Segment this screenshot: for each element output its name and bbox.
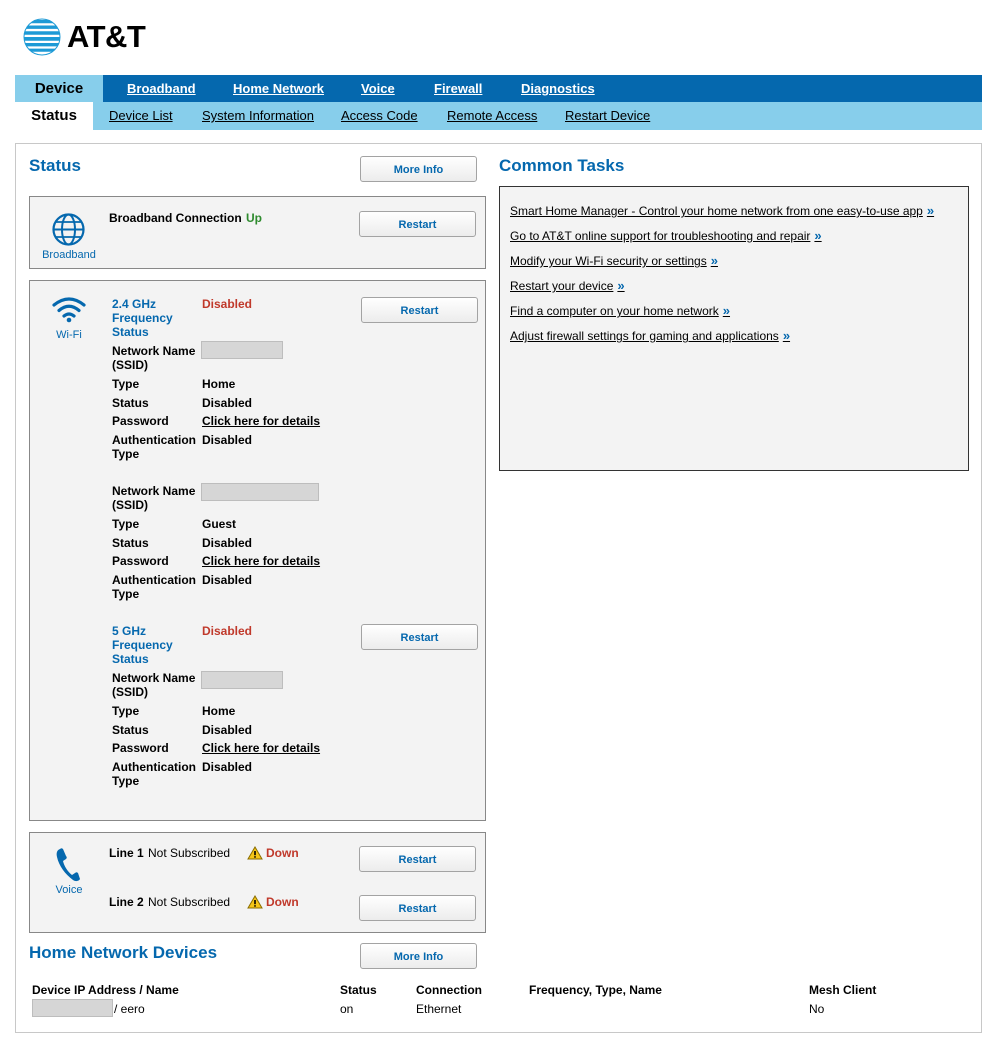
band24-home-status-value: Disabled — [202, 396, 253, 410]
band5-ssid-redacted — [201, 671, 283, 689]
band24-home-status-label: Status — [112, 396, 149, 410]
broadband-icon-label: Broadband — [42, 249, 96, 261]
task-label: Adjust firewall settings for gaming and applications — [510, 329, 779, 343]
att-logo — [23, 18, 145, 56]
band24-guest-auth-value: Disabled — [202, 573, 253, 587]
nav-tab-firewall[interactable]: Firewall — [434, 81, 483, 96]
status-title: Status — [29, 156, 81, 175]
nav-tab-device[interactable]: Device — [15, 75, 103, 102]
voice-line1-subscription: Not Subscribed — [148, 846, 231, 860]
voice-line2-restart-button[interactable]: Restart — [359, 895, 476, 921]
task-label: Find a computer on your home network — [510, 304, 719, 318]
subnav-device-list[interactable]: Device List — [109, 108, 173, 123]
band24-home-ssid-label: Network Name (SSID) — [112, 344, 196, 372]
nav-tab-diagnostics[interactable]: Diagnostics — [521, 81, 595, 96]
common-tasks-title: Common Tasks — [499, 156, 625, 175]
band24-guest-ssid-redacted — [201, 483, 319, 501]
status-more-info-button[interactable]: More Info — [360, 156, 477, 182]
device-ip-redacted — [32, 999, 113, 1017]
band5-status: Disabled — [202, 624, 253, 638]
band24-home-type-label: Type — [112, 377, 140, 391]
globe-icon — [51, 212, 86, 247]
common-tasks-panel — [499, 186, 969, 471]
band24-home-auth-value: Disabled — [202, 433, 253, 447]
warning-icon — [247, 895, 263, 909]
nav-tab-home-network[interactable]: Home Network — [233, 81, 325, 96]
column-header-mesh-client: Mesh Client — [809, 983, 877, 997]
band24-guest-status-value: Disabled — [202, 536, 253, 550]
task-label: Modify your Wi-Fi security or settings — [510, 254, 707, 268]
band24-label: 2.4 GHz Frequency Status — [112, 297, 173, 339]
voice-line1-label: Line 1 — [109, 846, 144, 860]
task-firewall-settings[interactable] — [510, 328, 790, 343]
task-label: Smart Home Manager - Control your home network from one easy-to-use app — [510, 204, 923, 218]
voice-line1-restart-button[interactable]: Restart — [359, 846, 476, 872]
voice-line2-label: Line 2 — [109, 895, 144, 909]
column-header-status: Status — [340, 983, 377, 997]
task-restart-device[interactable] — [510, 278, 625, 293]
band24-status: Disabled — [202, 297, 253, 311]
band5-type-value: Home — [202, 704, 236, 718]
wifi-panel — [29, 280, 486, 821]
band5-password-label: Password — [112, 741, 169, 755]
band5-auth-value: Disabled — [202, 760, 253, 774]
nav-tab-broadband[interactable]: Broadband — [127, 81, 196, 96]
band24-home-type-value: Home — [202, 377, 236, 391]
band24-restart-button[interactable]: Restart — [361, 297, 478, 323]
warning-icon — [247, 846, 263, 860]
band24-guest-ssid-label: Network Name (SSID) — [112, 484, 196, 512]
band5-type-label: Type — [112, 704, 140, 718]
main-nav — [15, 75, 982, 102]
band5-auth-label: Authentication Type — [112, 760, 196, 788]
chevron-right-icon: » — [710, 253, 718, 268]
broadband-connection-status: Up — [246, 211, 262, 225]
task-wifi-settings[interactable] — [510, 253, 718, 268]
task-label: Go to AT&T online support for troubleshooting and repair — [510, 229, 811, 243]
chevron-right-icon: » — [617, 278, 625, 293]
band24-guest-status-label: Status — [112, 536, 149, 550]
chevron-right-icon: » — [814, 228, 822, 243]
broadband-connection-label: Broadband Connection — [109, 211, 242, 225]
subnav-access-code[interactable]: Access Code — [341, 108, 418, 123]
subnav-remote-access[interactable]: Remote Access — [447, 108, 538, 123]
device-mesh-client: No — [809, 1002, 825, 1016]
band24-guest-password-link[interactable]: Click here for details — [202, 554, 321, 568]
column-header-frequency: Frequency, Type, Name — [529, 983, 662, 997]
band24-home-ssid-redacted — [201, 341, 283, 359]
subnav-restart-device[interactable]: Restart Device — [565, 108, 651, 123]
device-status: on — [340, 1002, 354, 1016]
band5-status-label: Status — [112, 723, 149, 737]
band5-restart-button[interactable]: Restart — [361, 624, 478, 650]
voice-line2-status: Down — [266, 895, 299, 909]
band24-guest-password-label: Password — [112, 554, 169, 568]
band24-guest-type-value: Guest — [202, 517, 237, 531]
chevron-right-icon: » — [722, 303, 731, 318]
chevron-right-icon: » — [782, 328, 791, 343]
device-name: / eero — [114, 1002, 145, 1016]
nav-tab-voice[interactable]: Voice — [361, 81, 395, 96]
brand-name: AT&T — [67, 19, 146, 54]
task-online-support[interactable] — [510, 228, 822, 243]
device-connection: Ethernet — [416, 1002, 462, 1016]
subnav-system-information[interactable]: System Information — [202, 108, 314, 123]
column-header-device: Device IP Address / Name — [32, 983, 179, 997]
band24-home-password-label: Password — [112, 414, 169, 428]
band24-guest-auth-label: Authentication Type — [112, 573, 196, 601]
band5-ssid-label: Network Name (SSID) — [112, 671, 196, 699]
sub-nav — [15, 102, 982, 130]
voice-line1-status: Down — [266, 846, 299, 860]
home-devices-more-info-button[interactable]: More Info — [360, 943, 477, 969]
task-label: Restart your device — [510, 279, 614, 293]
band24-guest-type-label: Type — [112, 517, 140, 531]
subnav-status[interactable]: Status — [15, 102, 93, 130]
broadband-restart-button[interactable]: Restart — [359, 211, 476, 237]
att-globe-icon — [23, 18, 61, 56]
voice-line2-subscription: Not Subscribed — [148, 895, 231, 909]
band24-home-auth-label: Authentication Type — [112, 433, 196, 461]
wifi-icon — [51, 295, 87, 323]
band24-home-password-link[interactable]: Click here for details — [202, 414, 321, 428]
band5-label: 5 GHz Frequency Status — [112, 624, 173, 666]
phone-icon — [53, 847, 83, 883]
task-find-computer[interactable] — [510, 303, 730, 318]
column-header-connection: Connection — [416, 983, 482, 997]
band5-status-value: Disabled — [202, 723, 253, 737]
band5-password-link[interactable]: Click here for details — [202, 741, 321, 755]
wifi-icon-label: Wi-Fi — [56, 329, 82, 341]
chevron-right-icon: » — [926, 203, 935, 218]
voice-icon-label: Voice — [55, 884, 83, 896]
task-smart-home-manager[interactable] — [510, 203, 934, 218]
home-devices-title: Home Network Devices — [29, 943, 218, 962]
